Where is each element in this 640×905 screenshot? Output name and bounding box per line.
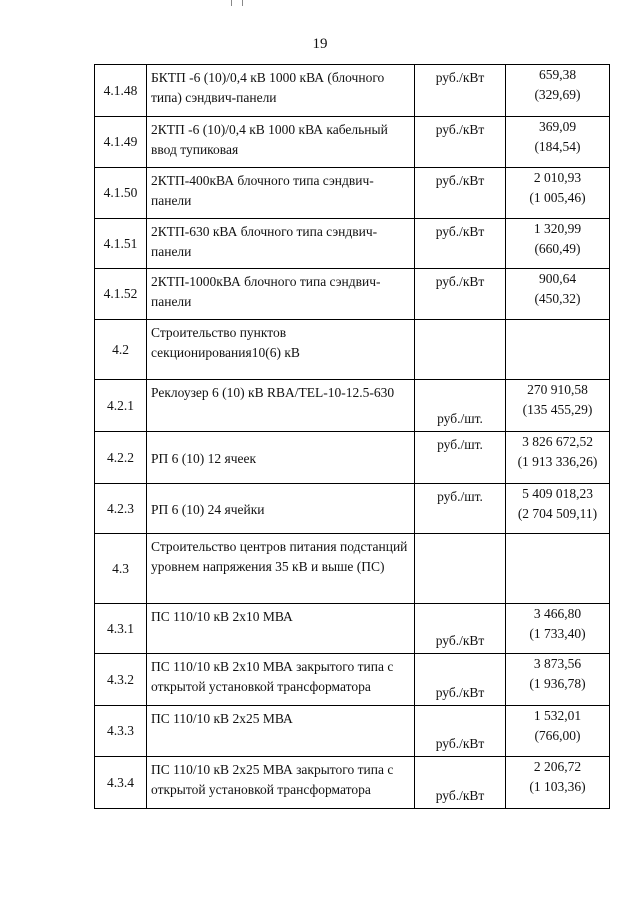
row-unit: руб./кВт [415,604,506,654]
price-value: 3 873,56 [533,656,582,671]
row-price [506,168,610,219]
row-description: ПС 110/10 кВ 2х25 МВА [147,706,415,757]
section-row [95,320,610,380]
row-unit: руб./кВт [415,706,506,757]
row-description: 2КТП-1000кВА блочного типа сэндвич-панели [147,269,415,320]
price-value: 369,09 [538,119,577,134]
row-price [506,654,610,706]
price-value: 270 910,58 [527,382,588,397]
row-description: ПС 110/10 кВ 2х10 МВА [147,604,415,654]
table-row [95,65,610,117]
table-row [95,432,610,484]
row-description: 2КТП-630 кВА блочного типа сэндвич-панели [147,219,415,269]
row-unit: руб./кВт [415,168,506,219]
table-row [95,117,610,168]
price-alt-value: (1 936,78) [529,676,586,691]
price-alt-value: (329,69) [534,87,581,102]
price-alt-value: (1 005,46) [529,190,586,205]
row-price [506,484,610,534]
row-price [506,380,610,432]
row-description: Реклоузер 6 (10) кВ RBA/TEL-10-12.5-630 [147,380,415,432]
row-unit: руб./кВт [415,65,506,117]
row-unit: руб./шт. [415,432,506,484]
table-row [95,380,610,432]
price-value: 659,38 [538,67,577,82]
row-number: 4.1.48 [95,65,147,117]
section-title: Строительство пунктов секционирования10(6) кВ [147,320,415,380]
row-number: 4.3.3 [95,706,147,757]
row-unit: руб./кВт [415,757,506,809]
row-number: 4.3 [95,534,147,604]
row-number: 4.2.1 [95,380,147,432]
row-price [506,65,610,117]
row-number: 4.1.50 [95,168,147,219]
row-unit: руб./кВт [415,219,506,269]
row-price [506,320,610,380]
section-row [95,534,610,604]
price-alt-value: (2 704 509,11) [517,506,598,521]
row-number: 4.3.4 [95,757,147,809]
price-value: 1 532,01 [533,708,582,723]
page-number: 19 [312,36,328,52]
row-price [506,219,610,269]
price-alt-value: (135 455,29) [522,402,593,417]
price-value: 3 466,80 [533,606,582,621]
row-number: 4.3.1 [95,604,147,654]
row-description: 2КТП -6 (10)/0,4 кВ 1000 кВА кабельный ввод тупиковая [147,117,415,168]
table-row [95,604,610,654]
table-row [95,706,610,757]
row-price [506,269,610,320]
row-unit [415,534,506,604]
table-row [95,168,610,219]
table-row [95,484,610,534]
row-number: 4.1.49 [95,117,147,168]
row-number: 4.2.2 [95,432,147,484]
row-unit [415,320,506,380]
price-value: 2 010,93 [533,170,582,185]
top-edge-mark [231,0,243,6]
price-value: 1 320,99 [533,221,582,236]
row-number: 4.1.52 [95,269,147,320]
table-row [95,654,610,706]
row-unit: руб./шт. [415,380,506,432]
table-row [95,269,610,320]
price-value: 3 826 672,52 [522,434,593,449]
row-unit: руб./шт. [415,484,506,534]
price-alt-value: (184,54) [534,139,581,154]
row-unit: руб./кВт [415,117,506,168]
row-number: 4.2 [95,320,147,380]
row-price [506,757,610,809]
row-description: РП 6 (10) 12 ячеек [147,432,415,484]
row-unit: руб./кВт [415,269,506,320]
tariff-table [94,64,610,809]
row-unit: руб./кВт [415,654,506,706]
price-alt-value: (450,32) [534,291,581,306]
row-description: БКТП -6 (10)/0,4 кВ 1000 кВА (блочного типа) сэндвич-панели [147,65,415,117]
row-price [506,604,610,654]
row-price [506,534,610,604]
row-price [506,117,610,168]
price-alt-value: (1 913 336,26) [517,454,598,469]
row-description: ПС 110/10 кВ 2х25 МВА закрытого типа с открытой установкой трансформатора [147,757,415,809]
table-row [95,757,610,809]
price-alt-value: (1 103,36) [529,779,586,794]
row-number: 4.2.3 [95,484,147,534]
price-alt-value: (660,49) [534,241,581,256]
price-value: 900,64 [538,271,577,286]
table-row [95,219,610,269]
price-alt-value: (766,00) [534,728,581,743]
row-number: 4.3.2 [95,654,147,706]
row-description: ПС 110/10 кВ 2х10 МВА закрытого типа с открытой установкой трансформатора [147,654,415,706]
price-value: 5 409 018,23 [522,486,593,501]
section-title: Строительство центров питания подстанций уровнем напряжения 35 кВ и выше (ПС) [147,534,415,604]
row-number: 4.1.51 [95,219,147,269]
price-value: 2 206,72 [533,759,582,774]
row-description: РП 6 (10) 24 ячейки [147,484,415,534]
row-price [506,432,610,484]
row-description: 2КТП-400кВА блочного типа сэндвич-панели [147,168,415,219]
price-alt-value: (1 733,40) [529,626,586,641]
row-price [506,706,610,757]
